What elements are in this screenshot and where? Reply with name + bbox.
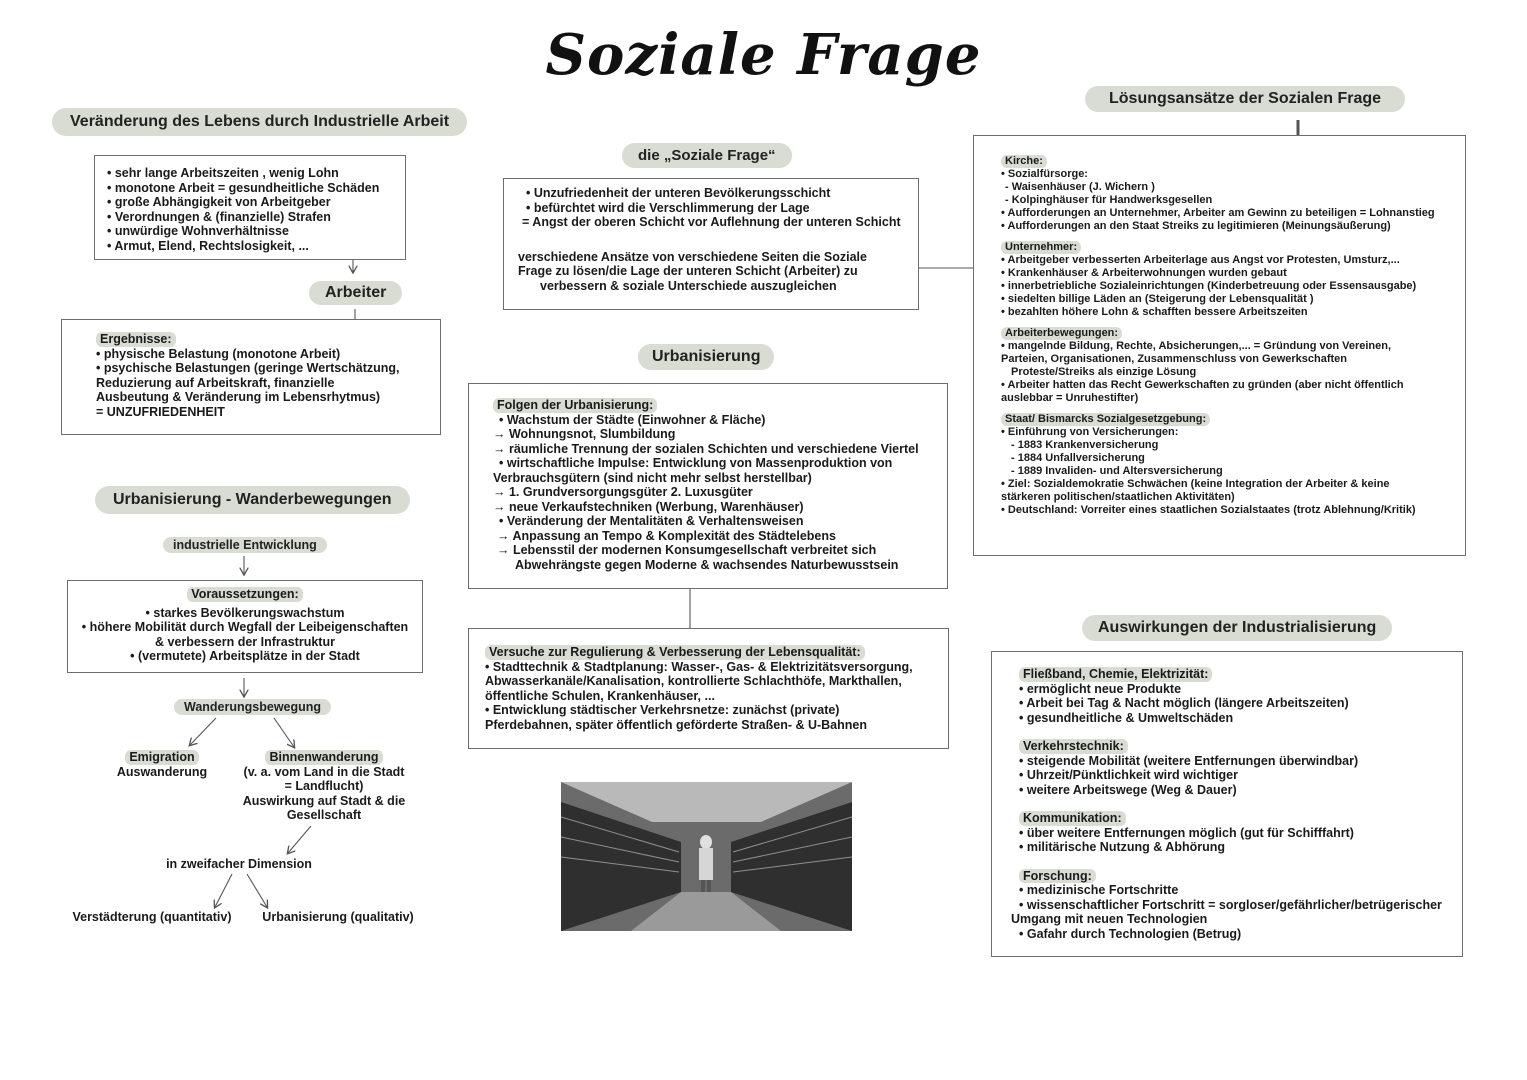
box-voraussetzungen [67,580,423,673]
list-item: • steigende Mobilität (weitere Entfernungen überwindbar) [1019,753,1359,768]
section-title: Kommunikation: [1019,811,1126,826]
list-item: • Krankenhäuser & Arbeiterwohnungen wurden gebaut [1001,267,1287,279]
list-item: Abwasserkanäle/Kanalisation, kontrollierte Schlachthöfe, Markthallen, [485,674,902,688]
list-item: • Stadttechnik & Stadtplanung: Wasser-, Gas- & Elektrizitätsversorgung, [485,659,913,674]
section-title: Voraussetzungen: [187,587,302,602]
list-item: - 1889 Invaliden- und Altersversicherung [1011,465,1223,477]
arrow-to-dimension [288,826,311,853]
section-title: Arbeiterbewegungen: [1001,327,1122,340]
list-item: • Verordnungen & (finanzielle) Strafen [107,209,331,224]
sf-text: verschiedene Ansätze von verschiedene Seiten die Soziale [518,249,867,264]
list-item: stärkeren politischen/staatlichen Aktivitäten) [1001,491,1235,503]
list-item: • gesundheitliche & Umweltschäden [1019,710,1234,725]
emigration-text: Auswanderung [116,764,208,779]
list-item: → räumliche Trennung der sozialen Schichten und verschiedene Viertel [493,441,919,456]
list-item: • Deutschland: Vorreiter eines staatlichen Sozialstaates (trotz Ablehnung/Kritik) [1001,504,1416,516]
list-item: • wirtschaftliche Impulse: Entwicklung von Massenproduktion von [499,456,893,470]
list-item: • medizinische Fortschritte [1019,883,1179,897]
list-item: • physische Belastung (monotone Arbeit) [96,346,341,361]
list-item: • Armut, Elend, Rechtslosigkeit, ... [107,238,309,253]
box-ergebnisse [61,319,441,435]
list-item: - Kolpinghäuser für Handwerksgesellen [1005,194,1213,206]
list-item: • mangelnde Bildung, Rechte, Absicherungen,... = Gründung von Vereinen, [1001,340,1392,352]
binnen-line: = Landflucht) [284,779,364,793]
binnen-title: Binnenwanderung [265,750,382,765]
list-item: • Unzufriedenheit der unteren Bevölkerungsschicht [526,186,831,200]
node-binnenwanderung [230,750,418,823]
list-item: • unwürdige Wohnverhältnisse [107,224,289,238]
list-item: • Ziel: Sozialdemokratie Schwächen (keine Integration der Arbeiter & keine [1001,478,1390,490]
list-item: • wissenschaftlicher Fortschritt = sorgloser/gefährlicher/betrügerischer [1019,897,1442,912]
list-item: • große Abhängigkeit von Arbeitgeber [107,195,331,209]
label-wanderungsbewegung: Wanderungsbewegung [174,699,331,715]
list-item: • ermöglicht neue Produkte [1019,681,1182,696]
heading-urbanisierung: Urbanisierung [638,344,774,370]
heading-veraenderung: Veränderung des Lebens durch Industrielle Arbeit [52,108,467,136]
list-item: → 1. Grundversorgungsgüter 2. Luxusgüter [493,485,753,499]
arrow-to-urbanisierung-q [247,874,267,907]
list-item: • höhere Mobilität durch Wegfall der Leibeigenschaften [81,620,409,634]
binnen-line: (v. a. vom Land in die Stadt [243,764,405,779]
list-item: • Entwicklung städtischer Verkehrsnetze: zunächst (private) [485,703,840,717]
factory-photo [561,782,852,931]
label-urbanisierung-qualitativ: Urbanisierung (qualitativ) [262,910,414,924]
heading-wanderbewegungen: Urbanisierung - Wanderbewegungen [95,486,410,514]
list-item: • Einführung von Versicherungen: [1001,426,1179,438]
list-item: - 1883 Krankenversicherung [1011,439,1159,451]
section-title: Forschung: [1019,869,1096,884]
arrow-to-verstaedterung [215,874,232,907]
list-item: Reduzierung auf Arbeitskraft, finanzielle [96,375,335,390]
list-item: öffentliche Schulen, Krankenhäuser, ... [485,688,715,703]
list-item: → Wohnungsnot, Slumbildung [493,427,676,441]
list-item: Ausbeutung & Veränderung im Lebensrhytmus) [96,390,381,404]
heading-auswirkungen: Auswirkungen der Industrialisierung [1082,615,1392,641]
box-soziale-frage [503,178,919,310]
list-item: • sehr lange Arbeitszeiten , wenig Lohn [107,166,339,180]
label-dimension: in zweifacher Dimension [166,857,312,871]
label-arbeiter: Arbeiter [309,281,402,305]
binnen-line: Gesellschaft [286,808,362,822]
list-item: • (vermutete) Arbeitsplätze in der Stadt [130,649,360,663]
list-item: Abwehrängste gegen Moderne & wachsendes Naturbewusstsein [515,557,899,572]
box-folgen [468,383,948,589]
list-item: • Arbeitgeber verbesserten Arbeiterlage aus Angst vor Protesten, Umsturz,... [1001,254,1400,266]
list-item: • innerbetriebliche Sozialeinrichtungen (Kinderbetreuung oder Essensausgabe) [1001,280,1417,292]
list-item: • Arbeit bei Tag & Nacht möglich (längere Arbeitszeiten) [1019,696,1349,710]
list-item: • militärische Nutzung & Abhörung [1019,840,1225,854]
list-item: - 1884 Unfallversicherung [1011,452,1145,464]
box-veraenderung [94,155,406,260]
list-item: • Wachstum der Städte (Einwohner & Fläche) [499,412,766,427]
factory-photo-illustration [561,782,852,931]
list-item: • monotone Arbeit = gesundheitliche Schäden [107,180,380,195]
section-title: Kirche: [1001,155,1047,168]
binnen-line: Auswirkung auf Stadt & die [242,793,406,808]
sf-text: Frage zu lösen/die Lage der unteren Schicht (Arbeiter) zu [518,264,858,278]
list-item: → Anpassung an Tempo & Komplexität des Städtelebens [497,528,836,543]
emigration-title: Emigration [125,750,198,765]
heading-soziale-frage: die „Soziale Frage“ [622,143,792,168]
list-item: • bezahlten höhere Lohn & schafften bessere Arbeitszeiten [1001,306,1308,318]
list-item: Pferdebahnen, später öffentlich geförderte Straßen- & U-Bahnen [485,717,867,732]
section-title: Ergebnisse: [96,332,176,347]
list-item: • Aufforderungen an Unternehmer, Arbeiter am Gewinn zu beteiligen = Lohnanstieg [1001,207,1435,219]
section-title: Verkehrstechnik: [1019,739,1128,754]
section-title: Staat/ Bismarcks Sozialgesetzgebung: [1001,413,1210,426]
box-versuche [468,628,949,749]
list-item: - Waisenhäuser (J. Wichern ) [1005,181,1155,193]
list-item: • Uhrzeit/Pünktlichkeit wird wichtiger [1019,768,1238,782]
arrow-to-emigration [190,718,216,745]
list-item: & verbessern der Infrastruktur [155,634,335,649]
list-item: Parteien, Organisationen, Zusammenschluss von Gewerkschaften [1001,353,1348,365]
label-verstaedterung: Verstädterung (quantitativ) [72,910,232,924]
list-item: Verbrauchsgütern (sind nicht mehr selbst herstellbar) [493,470,812,485]
sf-text: verbessern & soziale Unterschiede auszugleichen [540,278,837,293]
list-item: = Angst der oberen Schicht vor Auflehnung der unteren Schicht [522,215,901,229]
label-industrielle-entwicklung: industrielle Entwicklung [163,537,327,553]
box-loesungsansaetze [973,135,1466,556]
arrow-to-binnen [274,718,294,747]
list-item: → neue Verkaufstechniken (Werbung, Warenhäuser) [493,499,804,514]
list-item: • Gafahr durch Technologien (Betrug) [1019,926,1242,941]
list-item: • psychische Belastungen (geringe Wertschätzung, [96,361,400,375]
list-item: • Veränderung der Mentalitäten & Verhaltensweisen [499,514,804,528]
list-item: • Sozialfürsorge: [1001,168,1088,180]
list-item: • über weitere Entfernungen möglich (gut für Schifffahrt) [1019,825,1354,840]
heading-loesungsansaetze: Lösungsansätze der Sozialen Frage [1085,86,1405,112]
list-item: = UNZUFRIEDENHEIT [96,404,225,419]
section-title: Unternehmer: [1001,241,1081,254]
section-title: Fließband, Chemie, Elektrizität: [1019,667,1212,682]
list-item: • Aufforderungen an den Staat Streiks zu legitimieren (Meinungsäußerung) [1001,220,1391,232]
list-item: • Arbeiter hatten das Recht Gewerkschaften zu gründen (aber nicht öffentlich [1001,379,1404,391]
list-item: auslebbar = Unruhestifter) [1001,392,1139,404]
list-item: • befürchtet wird die Verschlimmerung der Lage [526,200,810,215]
section-title: Folgen der Urbanisierung: [493,398,657,413]
section-title: Versuche zur Regulierung & Verbesserung der Lebensqualität: [485,645,865,660]
list-item: • starkes Bevölkerungswachstum [145,605,345,620]
list-item: Proteste/Streiks als einzige Lösung [1011,366,1197,378]
box-auswirkungen [991,651,1463,957]
page-title: Soziale Frage [545,22,982,88]
list-item: • siedelten billige Läden an (Steigerung der Lebensqualität ) [1001,293,1314,305]
list-item: • weitere Arbeitswege (Weg & Dauer) [1019,782,1237,797]
node-emigration [106,750,218,779]
list-item: Umgang mit neuen Technologien [1011,912,1208,926]
list-item: → Lebensstil der modernen Konsumgesellschaft verbreitet sich [497,543,877,557]
